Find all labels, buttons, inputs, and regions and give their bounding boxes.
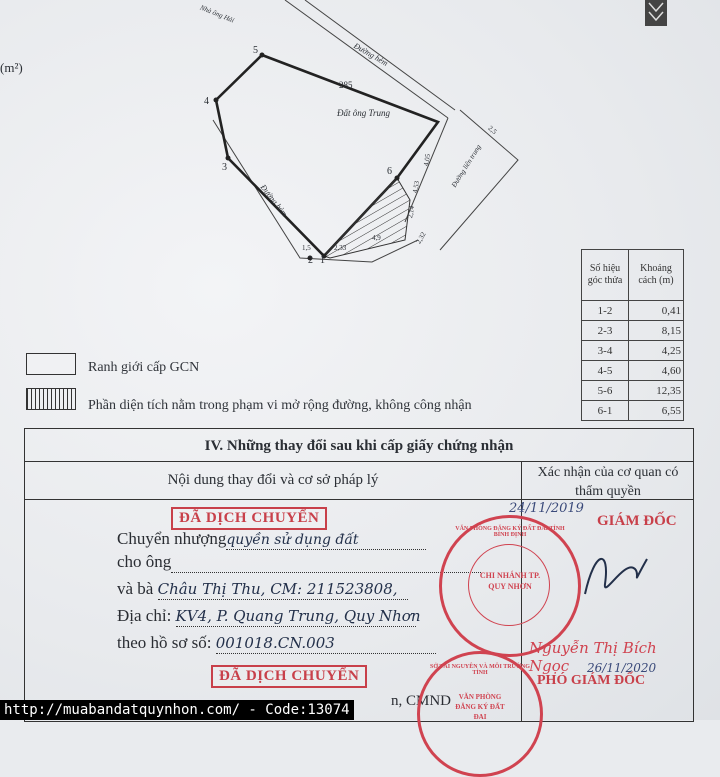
signature-scribble (575, 539, 655, 609)
transfer-stamp: ĐÃ DỊCH CHUYỂN (211, 665, 367, 688)
table-row: 3-4 4,25 (582, 341, 684, 361)
point-5: 5 (253, 45, 258, 56)
section-title: IV. Những thay đổi sau khi cấp giấy chứng nhận (25, 429, 693, 462)
seal-branch-text: CHI NHÁNH TP. QUY NHƠN (479, 571, 541, 591)
road-right-label: Đường liên trung (450, 143, 483, 189)
cut-off-text: n, CMND (391, 693, 452, 709)
table-row: 4-5 4,60 (582, 361, 684, 381)
ministry-seal-icon: SỞ TÀI NGUYÊN VÀ MÔI TRƯỜNG TỈNH VĂN PHÒNG ĐĂNG KÝ ĐẤT ĐAI (417, 651, 543, 777)
changes-section (24, 428, 694, 722)
segment-label: 4,05 (422, 153, 433, 167)
segment-label: 2,14 (406, 205, 417, 219)
point-4: 4 (204, 96, 209, 107)
parcel-number: 285 (339, 80, 353, 90)
table-header-distance: Khoảng cách (m) (629, 250, 684, 301)
approval-date: 24/11/2019 (509, 501, 584, 516)
handwritten-text: Châu Thị Thu, CM: 211523808, (157, 580, 398, 598)
file-number-line: theo hồ sơ số: 001018.CN.003 (117, 633, 436, 654)
legend-hatch-label: Phần diện tích nằm trong phạm vi mở rộng đường, không công nhận (88, 398, 472, 413)
point-6: 6 (387, 166, 392, 177)
area-unit-label: (m²) (0, 60, 23, 75)
table-header-segment: Số hiệu góc thửa (582, 250, 629, 301)
point-1: 1 (320, 255, 325, 266)
parcel-owner-label: Đất ông Trung (337, 108, 391, 118)
signer-name: Nguyễn Thị Bích Ngọc (529, 639, 657, 675)
segment-label: 2,32 (414, 230, 428, 246)
handwritten-text: quyền sử dụng đất (226, 532, 359, 548)
watermark-bar: http://muabandatquynhon.com/ - Code:13074 (0, 700, 354, 720)
distance-table (581, 249, 684, 421)
director-title: GIÁM ĐỐC (597, 513, 677, 529)
segment-label: 1,5 (302, 244, 311, 252)
legend-boundary-swatch (26, 353, 76, 375)
legend-boundary-label: Ranh giới cấp GCN (88, 360, 200, 375)
segment-label: 2,33 (334, 244, 347, 252)
segment-label: 4,53 (411, 180, 422, 194)
transfer-stamp: ĐÃ DỊCH CHUYỂN (171, 507, 327, 530)
transfer-line: Chuyển nhượngquyền sử dụng đất (117, 529, 426, 550)
table-row: 5-6 12,35 (582, 381, 684, 401)
handwritten-text: KV4, P. Quang Trung, Quy Nhơn (175, 607, 421, 625)
deputy-director-title: PHÓ GIÁM ĐỐC (537, 673, 646, 688)
address-line: Địa chỉ: KV4, P. Quang Trung, Quy Nhơn (117, 606, 421, 625)
point-3: 3 (222, 162, 227, 173)
legend-hatch-swatch (26, 388, 76, 410)
corner-emblem-icon (645, 0, 667, 26)
column-header-content: Nội dung thay đổi và cơ sở pháp lý (167, 472, 379, 488)
road-top-label: Đường hẻm (352, 41, 390, 68)
road-left-label: Đường hẻm (258, 182, 290, 219)
table-row: 6-1 6,55 (582, 401, 684, 421)
column-header-confirm: Xác nhận của cơ quan có thẩm quyền (537, 465, 679, 499)
segment-label: 4,9 (372, 234, 381, 242)
table-row: 1-2 0,41 (582, 301, 684, 321)
point-2: 2 (308, 255, 313, 266)
buyer-line: cho ông (117, 552, 481, 573)
header-divider (25, 499, 693, 500)
segment-label: 2,5 (486, 124, 499, 136)
office-seal-icon: VĂN PHÒNG ĐĂNG KÝ ĐẤT ĐAI TỈNH BÌNH ĐỊNH CHI NHÁNH TP. QUY NHƠN (439, 515, 581, 657)
table-row: 2-3 8,15 (582, 321, 684, 341)
approval-date-2: 26/11/2020 (587, 661, 657, 675)
handwritten-text: 001018.CN.003 (215, 634, 335, 652)
neighbor-label: Nhà ông Hải (198, 3, 236, 25)
spouse-line: và bà Châu Thị Thu, CM: 211523808, (117, 579, 408, 600)
